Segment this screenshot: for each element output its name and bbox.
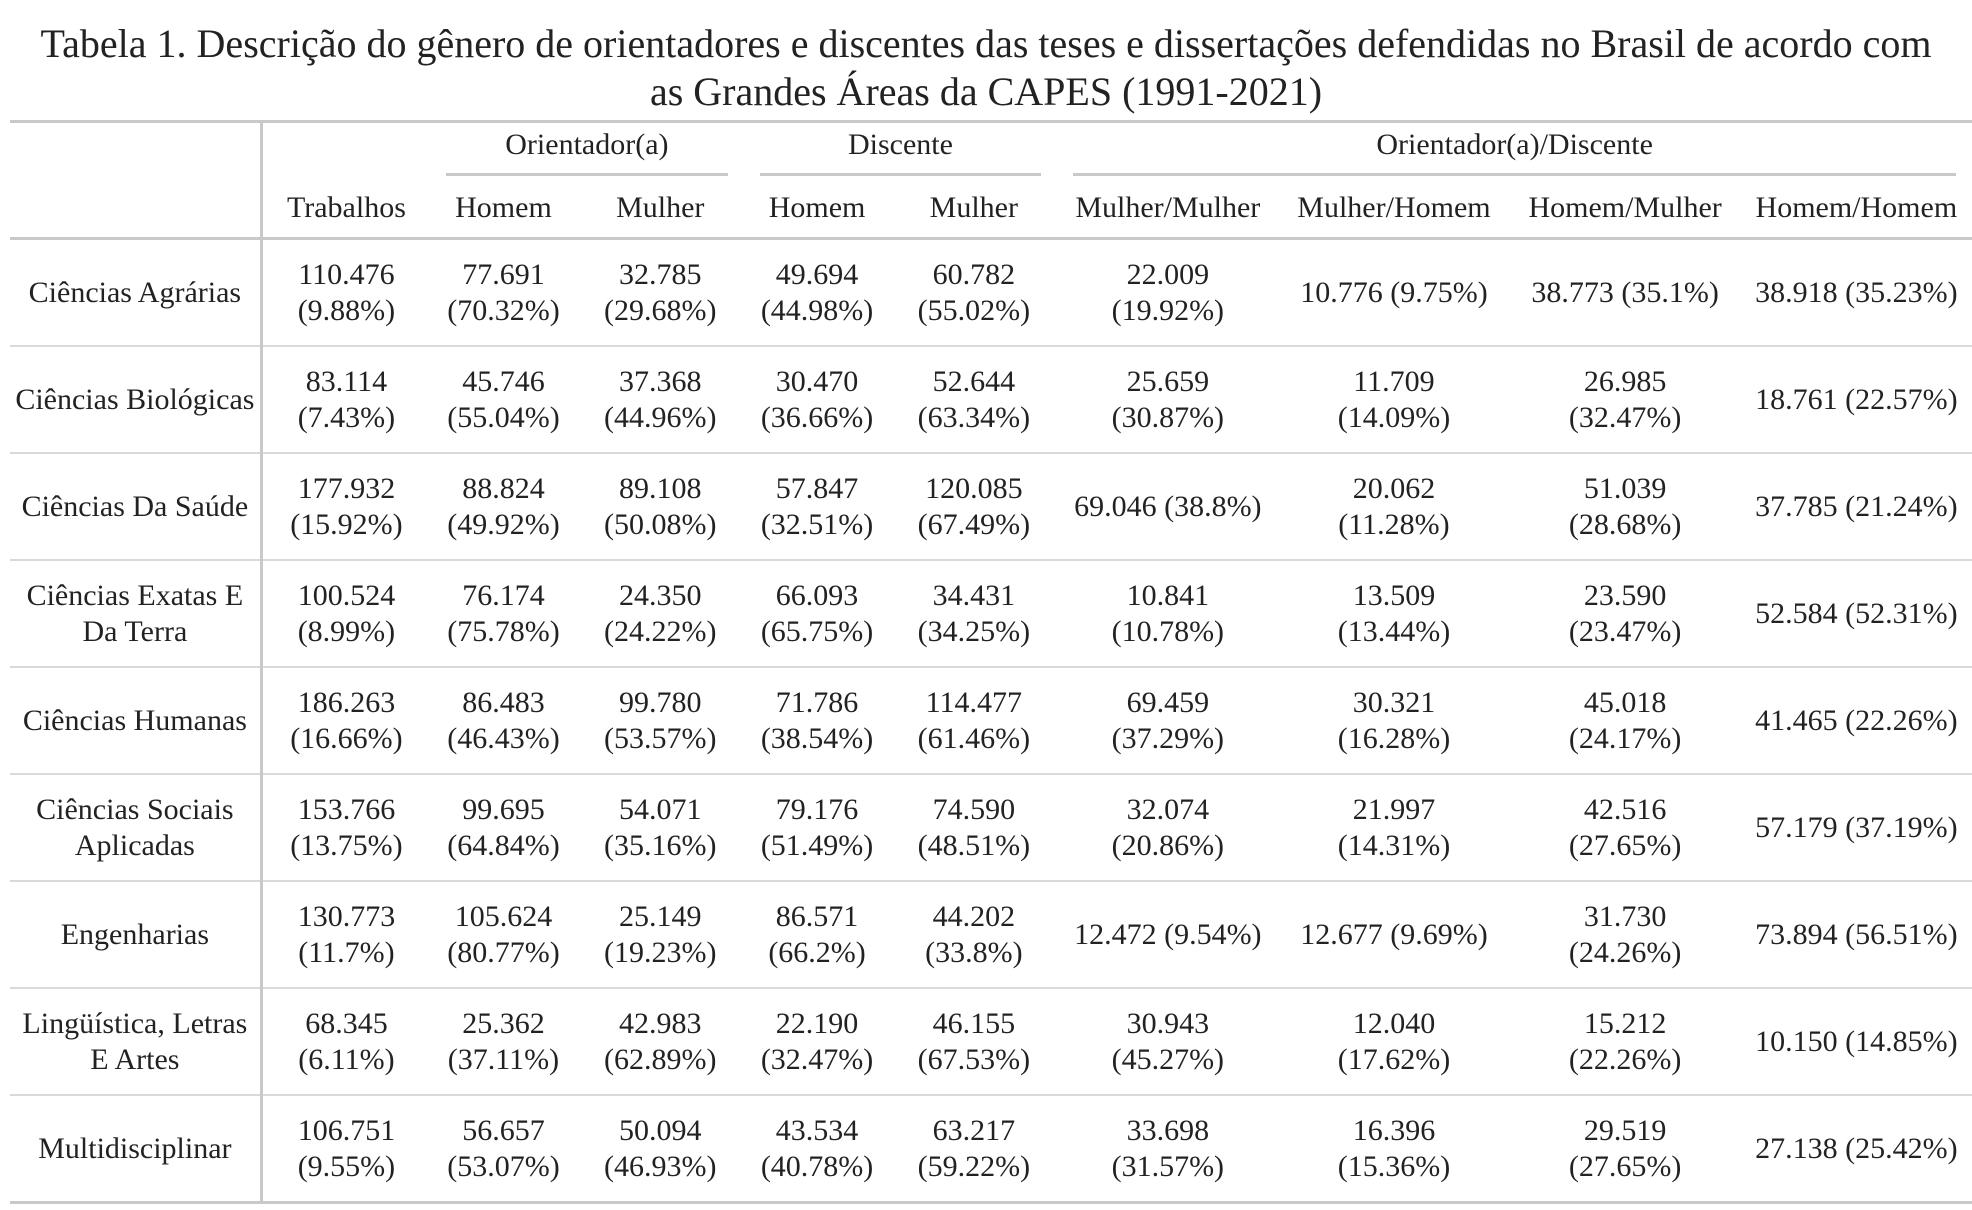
cell-percent: (67.49%) — [917, 507, 1031, 541]
cell-value: 76.174 — [462, 578, 545, 612]
cell-orientador-mulher — [577, 560, 744, 667]
cell-value: 30.321 — [1352, 685, 1436, 719]
cell-percent: (30.87%) — [1111, 400, 1225, 434]
cell-orientador-homem — [430, 988, 577, 1095]
cell-value: 25.362 — [462, 1006, 545, 1040]
cell-value: 52.644 — [932, 364, 1016, 398]
cell-percent: (24.17%) — [1568, 721, 1682, 755]
cell-mulher-homem: 12.677 (9.69%) — [1300, 917, 1488, 951]
cell-value: 30.943 — [1126, 1006, 1210, 1040]
cell-trabalhos — [261, 667, 430, 774]
cell-discente-mulher — [890, 988, 1057, 1095]
cell-value: 42.983 — [619, 1006, 702, 1040]
cell-orientador-homem — [430, 239, 577, 347]
table-row — [10, 346, 1972, 453]
table-row — [10, 453, 1972, 560]
cell-homem-mulher — [1510, 560, 1741, 667]
cell-value: 43.534 — [775, 1113, 859, 1147]
cell-percent: (15.36%) — [1337, 1149, 1451, 1183]
cell-value: 20.062 — [1352, 471, 1436, 505]
table-row — [10, 239, 1972, 347]
cell-percent: (22.26%) — [1568, 1042, 1682, 1076]
cell-value: 42.516 — [1583, 792, 1667, 826]
cell-percent: (37.11%) — [447, 1042, 560, 1076]
cell-orientador-homem — [430, 453, 577, 560]
cell-homem-mulher — [1510, 667, 1741, 774]
cell-value: 22.009 — [1126, 257, 1210, 291]
table-row — [10, 667, 1972, 774]
cell-homem-mulher: 38.773 (35.1%) — [1531, 275, 1719, 309]
empty-header-cell — [10, 122, 261, 180]
cell-orientador-homem — [430, 774, 577, 881]
cell-value: 177.932 — [297, 471, 396, 505]
cell-percent: (49.92%) — [447, 507, 560, 541]
cell-trabalhos — [261, 346, 430, 453]
cell-trabalhos — [261, 881, 430, 988]
group-header-orientador-discente — [1057, 122, 1972, 180]
cell-homem-homem: 37.785 (21.24%) — [1755, 489, 1958, 523]
cell-value: 51.039 — [1583, 471, 1667, 505]
cell-value: 23.590 — [1583, 578, 1667, 612]
cell-percent: (19.23%) — [604, 935, 717, 969]
cell-orientador-mulher — [577, 1095, 744, 1203]
cell-mulher-mulher: 69.046 (38.8%) — [1074, 489, 1262, 523]
cell-value: 86.571 — [775, 899, 859, 933]
cell-percent: (31.57%) — [1111, 1149, 1225, 1183]
cell-discente-homem — [744, 346, 891, 453]
cell-percent: (35.16%) — [604, 828, 717, 862]
column-header-row — [10, 179, 1972, 239]
cell-value: 31.730 — [1583, 899, 1667, 933]
cell-discente-mulher — [890, 346, 1057, 453]
cell-mulher-homem — [1278, 774, 1509, 881]
cell-discente-mulher — [890, 1095, 1057, 1203]
cell-percent: (38.54%) — [760, 721, 874, 755]
cell-mulher-mulher — [1057, 346, 1278, 453]
cell-percent: (24.26%) — [1568, 935, 1682, 969]
cell-mulher-mulher — [1057, 667, 1278, 774]
cell-value: 100.524 — [297, 578, 396, 612]
cell-percent: (50.08%) — [604, 507, 717, 541]
cell-value: 71.786 — [775, 685, 859, 719]
cell-percent: (44.96%) — [604, 400, 717, 434]
cell-mulher-homem — [1278, 988, 1509, 1095]
cell-value: 153.766 — [297, 792, 396, 826]
cell-percent: (67.53%) — [917, 1042, 1031, 1076]
cell-percent: (80.77%) — [447, 935, 560, 969]
cell-mulher-mulher — [1057, 239, 1278, 347]
table-title: Tabela 1. Descrição do gênero de orientadores e discentes das teses e dissertações defendidas no Brasil de acordo com as Grandes Áreas da CAPES (1991-2021) — [40, 21, 1932, 114]
table-row — [10, 881, 1972, 988]
cell-percent: (48.51%) — [917, 828, 1031, 862]
cell-orientador-homem — [430, 667, 577, 774]
cell-percent: (13.75%) — [290, 828, 403, 862]
cell-percent: (14.09%) — [1337, 400, 1451, 434]
area-cell: Ciências Da Saúde — [10, 453, 261, 560]
table-body — [10, 239, 1972, 1203]
cell-mulher-homem — [1278, 560, 1509, 667]
cell-mulher-homem — [1278, 1095, 1509, 1203]
cell-homem-homem: 27.138 (25.42%) — [1755, 1131, 1958, 1165]
col-header-mulher-homem: Mulher/Homem — [1297, 191, 1491, 224]
cell-percent: (24.22%) — [604, 614, 717, 648]
cell-percent: (53.57%) — [604, 721, 717, 755]
cell-value: 63.217 — [932, 1113, 1016, 1147]
cell-discente-homem — [744, 239, 891, 347]
cell-orientador-mulher — [577, 988, 744, 1095]
cell-mulher-mulher — [1057, 774, 1278, 881]
empty-header-cell — [10, 179, 261, 239]
area-cell: Lingüística, Letras E Artes — [10, 988, 261, 1095]
cell-value: 186.263 — [297, 685, 396, 719]
cell-percent: (10.78%) — [1111, 614, 1225, 648]
cell-percent: (11.7%) — [298, 935, 395, 969]
cell-percent: (63.34%) — [917, 400, 1031, 434]
cell-value: 130.773 — [297, 899, 396, 933]
col-header-trabalhos: Trabalhos — [286, 191, 406, 224]
cell-discente-homem — [744, 453, 891, 560]
cell-mulher-homem: 10.776 (9.75%) — [1300, 275, 1488, 309]
cell-value: 10.841 — [1126, 578, 1210, 612]
cell-percent: (32.47%) — [1568, 400, 1682, 434]
cell-value: 33.698 — [1126, 1113, 1210, 1147]
cell-percent: (16.66%) — [290, 721, 403, 755]
cell-trabalhos — [261, 988, 430, 1095]
cell-percent: (13.44%) — [1337, 614, 1451, 648]
cell-discente-mulher — [890, 881, 1057, 988]
col-header-discente-homem: Homem — [768, 191, 866, 224]
cell-value: 22.190 — [775, 1006, 859, 1040]
cell-homem-mulher — [1510, 346, 1741, 453]
cell-percent: (16.28%) — [1337, 721, 1451, 755]
area-cell: Ciências Sociais Aplicadas — [10, 774, 261, 881]
cell-homem-homem: 18.761 (22.57%) — [1755, 382, 1958, 416]
cell-mulher-mulher — [1057, 560, 1278, 667]
cell-percent: (15.92%) — [290, 507, 403, 541]
cell-value: 110.476 — [298, 257, 395, 291]
cell-value: 86.483 — [462, 685, 545, 719]
cell-mulher-mulher: 12.472 (9.54%) — [1074, 917, 1262, 951]
cell-percent: (28.68%) — [1568, 507, 1682, 541]
cell-percent: (27.65%) — [1568, 828, 1682, 862]
cell-homem-homem: 73.894 (56.51%) — [1755, 917, 1958, 951]
cell-value: 11.709 — [1353, 364, 1435, 398]
cell-percent: (53.07%) — [447, 1149, 560, 1183]
cell-value: 56.657 — [462, 1113, 545, 1147]
cell-value: 57.847 — [775, 471, 859, 505]
cell-value: 49.694 — [775, 257, 859, 291]
cell-value: 60.782 — [932, 257, 1016, 291]
cell-percent: (34.25%) — [917, 614, 1031, 648]
cell-orientador-homem — [430, 346, 577, 453]
cell-value: 32.074 — [1126, 792, 1210, 826]
cell-value: 69.459 — [1126, 685, 1210, 719]
cell-homem-homem: 52.584 (52.31%) — [1755, 596, 1958, 630]
cell-discente-homem — [744, 988, 891, 1095]
cell-discente-mulher — [890, 560, 1057, 667]
cell-percent: (37.29%) — [1111, 721, 1225, 755]
cell-value: 29.519 — [1583, 1113, 1667, 1147]
cell-value: 114.477 — [925, 685, 1023, 719]
cell-orientador-mulher — [577, 346, 744, 453]
area-cell: Ciências Agrárias — [10, 239, 261, 347]
cell-value: 106.751 — [297, 1113, 396, 1147]
cell-percent: (66.2%) — [768, 935, 866, 969]
table-row — [10, 1095, 1972, 1203]
cell-percent: (14.31%) — [1337, 828, 1451, 862]
cell-percent: (55.04%) — [447, 400, 560, 434]
cell-mulher-mulher — [1057, 1095, 1278, 1203]
cell-homem-homem: 10.150 (14.85%) — [1755, 1024, 1958, 1058]
cell-value: 45.746 — [462, 364, 545, 398]
group-header-row — [10, 122, 1972, 180]
cell-value: 77.691 — [462, 257, 545, 291]
cell-trabalhos — [261, 239, 430, 347]
cell-percent: (64.84%) — [447, 828, 560, 862]
cell-percent: (65.75%) — [760, 614, 874, 648]
cell-percent: (51.49%) — [760, 828, 874, 862]
cell-percent: (55.02%) — [917, 293, 1031, 327]
cell-percent: (75.78%) — [447, 614, 560, 648]
cell-homem-mulher — [1510, 453, 1741, 560]
cell-trabalhos — [261, 453, 430, 560]
cell-percent: (7.43%) — [297, 400, 396, 434]
cell-orientador-mulher — [577, 239, 744, 347]
cell-discente-mulher — [890, 774, 1057, 881]
cell-percent: (11.28%) — [1338, 507, 1450, 541]
col-header-orientador-homem: Homem — [455, 191, 552, 224]
cell-percent: (46.43%) — [447, 721, 560, 755]
cell-orientador-homem — [430, 881, 577, 988]
cell-homem-homem: 57.179 (37.19%) — [1755, 810, 1958, 844]
cell-trabalhos — [261, 560, 430, 667]
cell-orientador-mulher — [577, 774, 744, 881]
cell-value: 99.780 — [619, 685, 702, 719]
cell-percent: (23.47%) — [1568, 614, 1682, 648]
cell-value: 30.470 — [775, 364, 859, 398]
cell-percent: (44.98%) — [760, 293, 874, 327]
cell-discente-homem — [744, 774, 891, 881]
col-header-orientador-mulher: Mulher — [616, 191, 705, 224]
cell-percent: (70.32%) — [447, 293, 560, 327]
cell-value: 74.590 — [932, 792, 1016, 826]
cell-percent: (20.86%) — [1111, 828, 1225, 862]
cell-value: 66.093 — [775, 578, 859, 612]
cell-value: 120.085 — [925, 471, 1023, 505]
area-cell: Multidisciplinar — [10, 1095, 261, 1203]
table-row — [10, 774, 1972, 881]
cell-trabalhos — [261, 1095, 430, 1203]
cell-trabalhos — [261, 774, 430, 881]
cell-homem-mulher — [1510, 1095, 1741, 1203]
cell-value: 34.431 — [932, 578, 1016, 612]
cell-value: 15.212 — [1583, 1006, 1667, 1040]
cell-orientador-mulher — [577, 667, 744, 774]
cell-mulher-mulher — [1057, 988, 1278, 1095]
cell-value: 32.785 — [619, 257, 702, 291]
cell-value: 46.155 — [932, 1006, 1016, 1040]
cell-discente-homem — [744, 1095, 891, 1203]
cell-value: 26.985 — [1583, 364, 1667, 398]
cell-percent: (36.66%) — [760, 400, 874, 434]
cell-discente-mulher — [890, 453, 1057, 560]
area-cell: Engenharias — [10, 881, 261, 988]
cell-value: 25.149 — [619, 899, 702, 933]
cell-value: 21.997 — [1352, 792, 1436, 826]
group-orientador-label: Orientador(a) — [446, 127, 728, 176]
cell-percent: (40.78%) — [760, 1149, 874, 1183]
cell-percent: (33.8%) — [925, 935, 1023, 969]
cell-orientador-mulher — [577, 881, 744, 988]
area-cell: Ciências Humanas — [10, 667, 261, 774]
cell-percent: (9.55%) — [297, 1149, 396, 1183]
cell-discente-homem — [744, 667, 891, 774]
cell-value: 105.624 — [454, 899, 553, 933]
cell-discente-mulher — [890, 239, 1057, 347]
group-orientador-discente-label: Orientador(a)/Discente — [1073, 127, 1956, 176]
cell-percent: (32.51%) — [760, 507, 874, 541]
cell-percent: (19.92%) — [1111, 293, 1225, 327]
cell-value: 37.368 — [619, 364, 702, 398]
area-cell: Ciências Biológicas — [10, 346, 261, 453]
cell-orientador-homem — [430, 1095, 577, 1203]
cell-value: 12.040 — [1352, 1006, 1436, 1040]
col-header-homem-mulher: Homem/Mulher — [1528, 191, 1722, 224]
group-header-discente — [744, 122, 1058, 180]
col-header-mulher-mulher: Mulher/Mulher — [1075, 191, 1261, 224]
cell-value: 44.202 — [932, 899, 1016, 933]
cell-homem-mulher — [1510, 988, 1741, 1095]
cell-percent: (9.88%) — [297, 293, 396, 327]
cell-value: 16.396 — [1352, 1113, 1436, 1147]
cell-percent: (46.93%) — [604, 1149, 717, 1183]
cell-discente-homem — [744, 560, 891, 667]
cell-percent: (62.89%) — [604, 1042, 717, 1076]
cell-homem-mulher — [1510, 881, 1741, 988]
cell-mulher-homem — [1278, 667, 1509, 774]
cell-percent: (45.27%) — [1111, 1042, 1225, 1076]
cell-discente-mulher — [890, 667, 1057, 774]
cell-percent: (29.68%) — [604, 293, 717, 327]
cell-percent: (17.62%) — [1337, 1042, 1451, 1076]
cell-homem-homem: 38.918 (35.23%) — [1755, 275, 1958, 309]
cell-discente-homem — [744, 881, 891, 988]
cell-percent: (27.65%) — [1568, 1149, 1682, 1183]
cell-orientador-homem — [430, 560, 577, 667]
group-header-orientador — [430, 122, 744, 180]
cell-value: 89.108 — [619, 471, 702, 505]
cell-percent: (59.22%) — [917, 1149, 1031, 1183]
cell-value: 24.350 — [619, 578, 702, 612]
cell-percent: (6.11%) — [298, 1042, 395, 1076]
table-row — [10, 988, 1972, 1095]
cell-mulher-homem — [1278, 453, 1509, 560]
cell-mulher-homem — [1278, 346, 1509, 453]
cell-orientador-mulher — [577, 453, 744, 560]
cell-homem-mulher — [1510, 774, 1741, 881]
cell-value: 68.345 — [305, 1006, 388, 1040]
cell-value: 79.176 — [775, 792, 859, 826]
col-header-discente-mulher: Mulher — [929, 191, 1018, 224]
cell-value: 25.659 — [1126, 364, 1210, 398]
cell-value: 54.071 — [619, 792, 702, 826]
col-header-homem-homem: Homem/Homem — [1755, 191, 1958, 224]
table-row — [10, 560, 1972, 667]
group-discente-label: Discente — [760, 127, 1042, 176]
area-cell: Ciências Exatas E Da Terra — [10, 560, 261, 667]
cell-homem-homem: 41.465 (22.26%) — [1755, 703, 1958, 737]
cell-value: 99.695 — [462, 792, 545, 826]
cell-value: 88.824 — [462, 471, 545, 505]
cell-value: 50.094 — [619, 1113, 702, 1147]
cell-percent: (8.99%) — [297, 614, 396, 648]
cell-value: 45.018 — [1583, 685, 1667, 719]
cell-percent: (32.47%) — [760, 1042, 874, 1076]
empty-header-cell — [261, 122, 430, 180]
cell-percent: (61.46%) — [917, 721, 1031, 755]
cell-value: 13.509 — [1352, 578, 1436, 612]
data-table — [10, 120, 1972, 1204]
cell-value: 83.114 — [305, 364, 388, 398]
